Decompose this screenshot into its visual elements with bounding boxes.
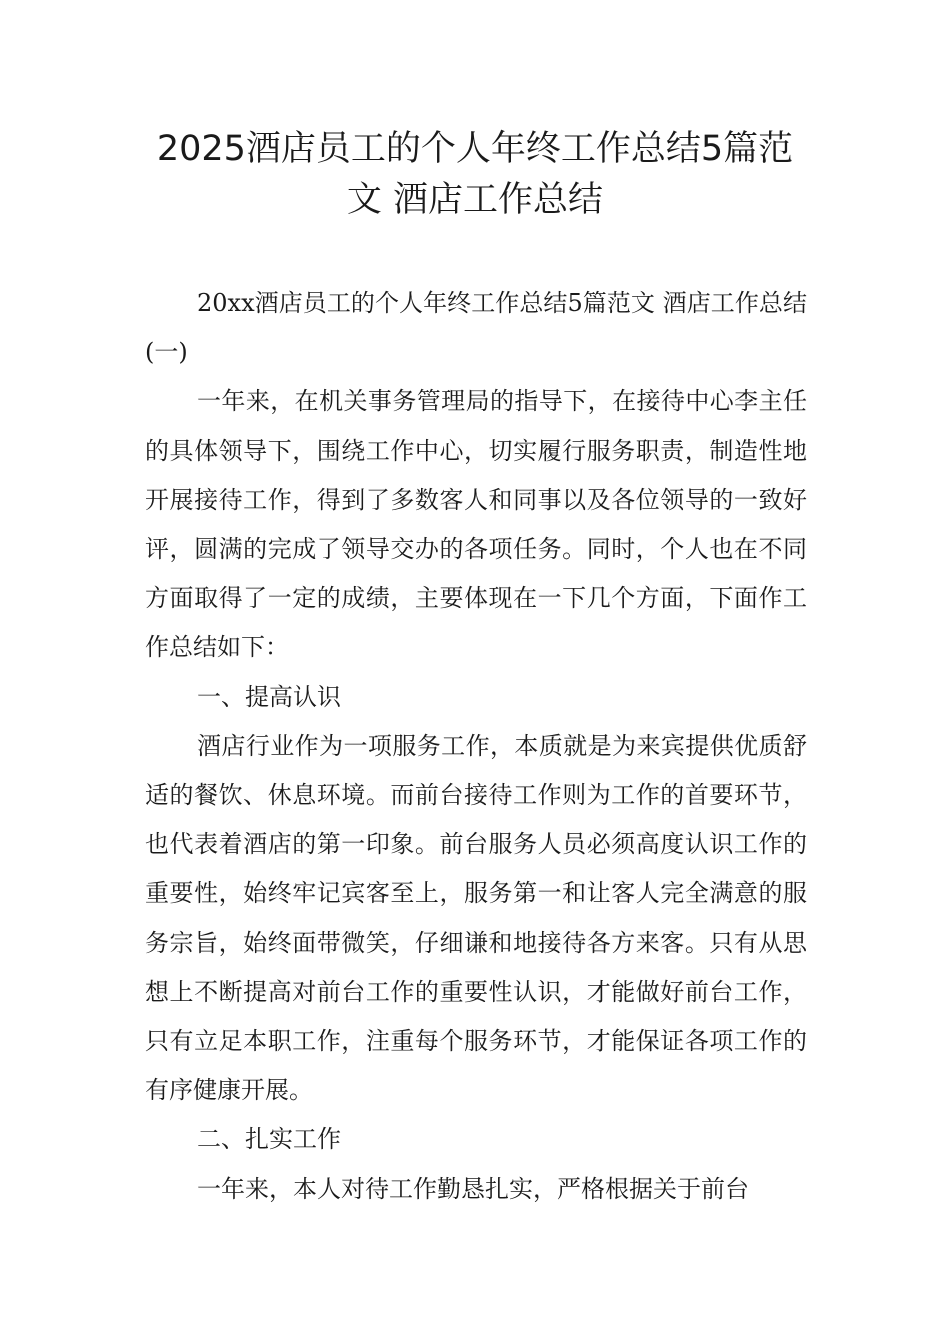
body-paragraph: 酒店行业作为一项服务工作，本质就是为来宾提供优质舒适的餐饮、休息环境。而前台接待工作则为工作的首要环节，也代表着酒店的第一印象。前台服务人员必须高度认识工作的重要性，始终牢记宾客至上，服务第一和让客人完全满意的服务宗旨，始终面带微笑，仔细谦和地接待各方来客。只有从思想上不断提高对前台工作的重要性认识，才能做好前台工作，只有立足本职工作，注重每个服务环节，才能保证各项工作的有序健康开展。 — [145, 731, 807, 1105]
title-line-1: 2025酒店员工的个人年终工作总结5篇范 — [156, 129, 794, 169]
section-heading: 二、扎实工作 — [197, 1125, 341, 1154]
document-body — [145, 279, 807, 1214]
subtitle-paragraph: 20xx酒店员工的个人年终工作总结5篇范文 酒店工作总结(一) — [145, 289, 807, 367]
body-paragraph: 一年来，在机关事务管理局的指导下，在接待中心李主任的具体领导下，围绕工作中心，切实履行服务职责，制造性地开展接待工作，得到了多数客人和同事以及各位领导的一致好评，圆满的完成了领导交办的各项任务。同时，个人也在不同方面取得了一定的成绩，主要体现在一下几个方面，下面作工作总结如下： — [145, 387, 807, 662]
body-paragraph: 一年来，本人对待工作勤恳扎实，严格根据关于前台 — [197, 1174, 749, 1203]
document-title — [100, 124, 850, 226]
title-line-2: 文 酒店工作总结 — [346, 180, 604, 220]
section-heading: 一、提高认识 — [197, 682, 341, 711]
